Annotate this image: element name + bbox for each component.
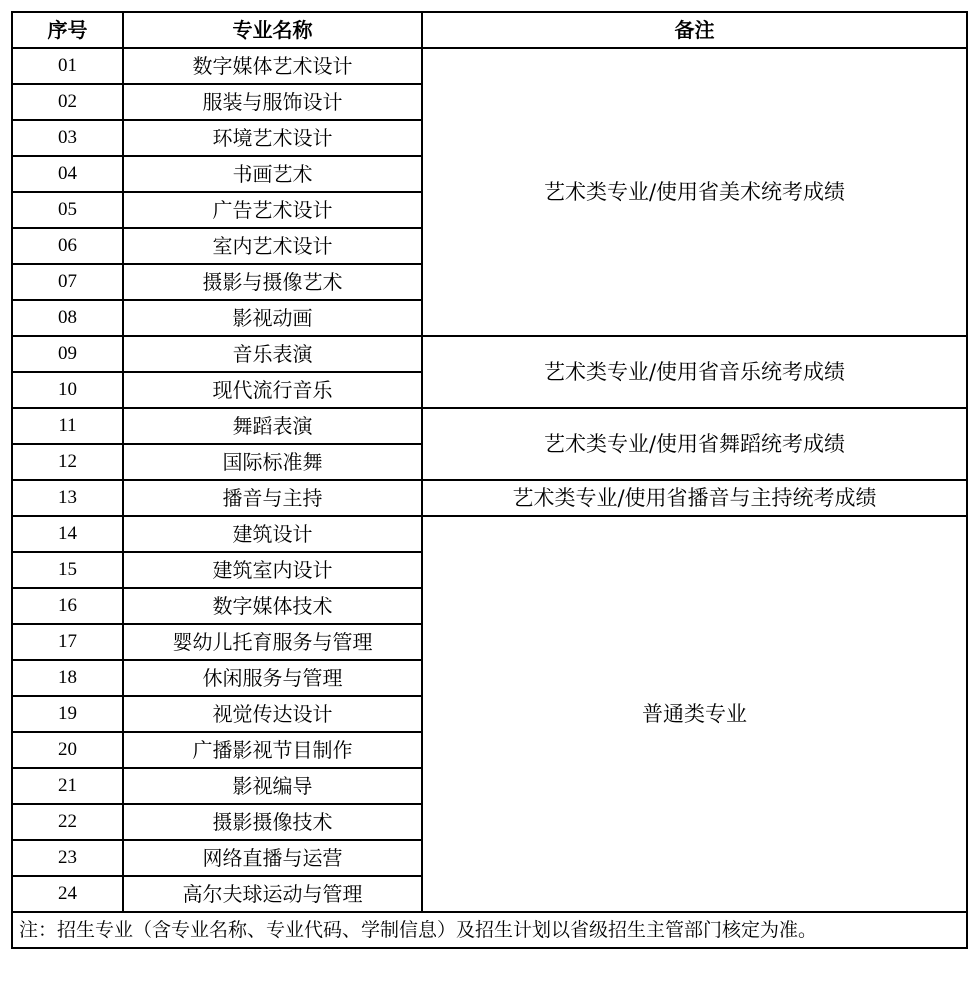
table-row <box>12 336 967 372</box>
major-name: 影视动画 <box>123 300 422 336</box>
header-remark: 备注 <box>422 12 967 48</box>
footer-row <box>12 912 967 948</box>
header-row <box>12 12 967 48</box>
row-number: 12 <box>12 444 123 480</box>
row-number: 20 <box>12 732 123 768</box>
major-name: 服装与服饰设计 <box>123 84 422 120</box>
table-row <box>12 516 967 552</box>
row-number: 07 <box>12 264 123 300</box>
row-number: 01 <box>12 48 123 84</box>
major-name: 影视编导 <box>123 768 422 804</box>
major-name: 现代流行音乐 <box>123 372 422 408</box>
table-row <box>12 408 967 444</box>
major-table-sheet <box>11 11 968 949</box>
row-number: 18 <box>12 660 123 696</box>
row-number: 05 <box>12 192 123 228</box>
header-major: 专业名称 <box>123 12 422 48</box>
major-name: 室内艺术设计 <box>123 228 422 264</box>
table-row <box>12 480 967 516</box>
major-name: 广告艺术设计 <box>123 192 422 228</box>
row-number: 02 <box>12 84 123 120</box>
major-name: 高尔夫球运动与管理 <box>123 876 422 912</box>
remark-dance: 艺术类专业/使用省舞蹈统考成绩 <box>422 408 967 480</box>
major-name: 婴幼儿托育服务与管理 <box>123 624 422 660</box>
major-name: 国际标准舞 <box>123 444 422 480</box>
row-number: 22 <box>12 804 123 840</box>
footer-note: 注：招生专业（含专业名称、专业代码、学制信息）及招生计划以省级招生主管部门核定为准。 <box>12 912 967 948</box>
major-name: 摄影摄像技术 <box>123 804 422 840</box>
major-name: 数字媒体艺术设计 <box>123 48 422 84</box>
row-number: 24 <box>12 876 123 912</box>
major-name: 建筑室内设计 <box>123 552 422 588</box>
remark-music: 艺术类专业/使用省音乐统考成绩 <box>422 336 967 408</box>
row-number: 17 <box>12 624 123 660</box>
major-name: 网络直播与运营 <box>123 840 422 876</box>
major-name: 视觉传达设计 <box>123 696 422 732</box>
major-name: 数字媒体技术 <box>123 588 422 624</box>
major-name: 舞蹈表演 <box>123 408 422 444</box>
remark-general: 普通类专业 <box>422 516 967 912</box>
major-name: 书画艺术 <box>123 156 422 192</box>
remark-fine-arts: 艺术类专业/使用省美术统考成绩 <box>422 48 967 336</box>
major-table <box>11 11 968 949</box>
row-number: 11 <box>12 408 123 444</box>
row-number: 08 <box>12 300 123 336</box>
row-number: 06 <box>12 228 123 264</box>
remark-broadcasting: 艺术类专业/使用省播音与主持统考成绩 <box>422 480 967 516</box>
row-number: 15 <box>12 552 123 588</box>
major-name: 广播影视节目制作 <box>123 732 422 768</box>
header-seq: 序号 <box>12 12 123 48</box>
major-name: 建筑设计 <box>123 516 422 552</box>
row-number: 19 <box>12 696 123 732</box>
row-number: 16 <box>12 588 123 624</box>
row-number: 09 <box>12 336 123 372</box>
major-name: 休闲服务与管理 <box>123 660 422 696</box>
major-name: 播音与主持 <box>123 480 422 516</box>
row-number: 10 <box>12 372 123 408</box>
major-name: 音乐表演 <box>123 336 422 372</box>
row-number: 13 <box>12 480 123 516</box>
table-row <box>12 48 967 84</box>
row-number: 23 <box>12 840 123 876</box>
row-number: 03 <box>12 120 123 156</box>
major-name: 摄影与摄像艺术 <box>123 264 422 300</box>
row-number: 14 <box>12 516 123 552</box>
row-number: 04 <box>12 156 123 192</box>
major-name: 环境艺术设计 <box>123 120 422 156</box>
row-number: 21 <box>12 768 123 804</box>
